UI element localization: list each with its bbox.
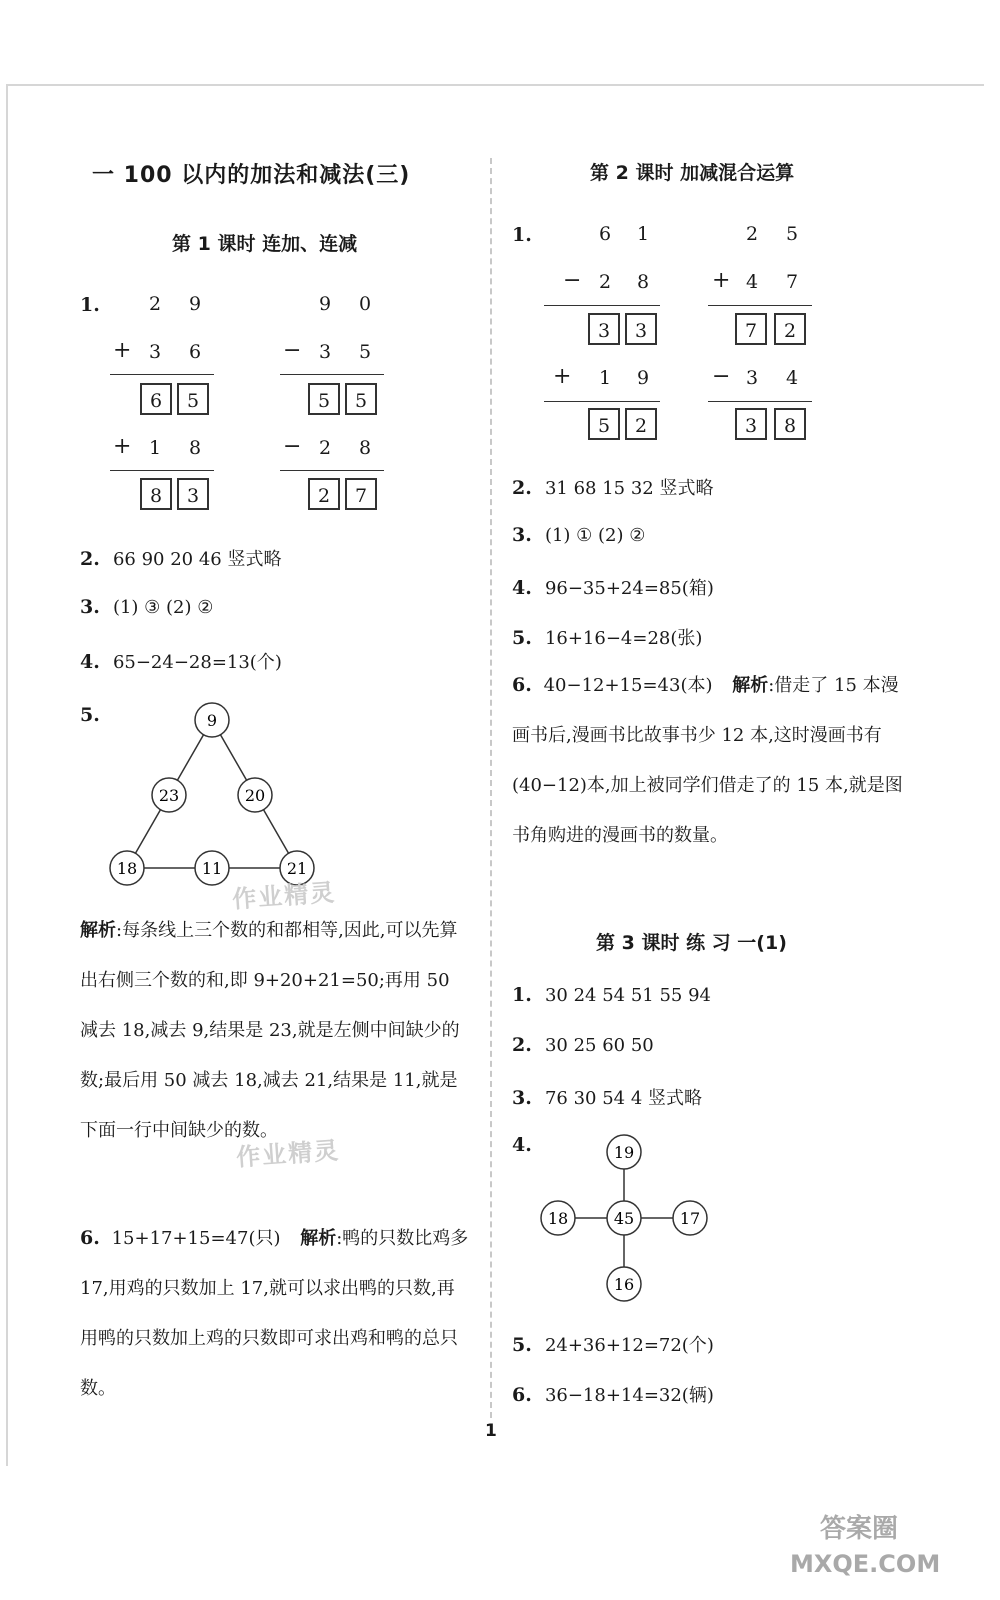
question-number: 3. bbox=[512, 524, 532, 546]
calc-line bbox=[708, 305, 812, 306]
svg-text:20: 20 bbox=[244, 786, 266, 805]
calc-line bbox=[708, 401, 812, 402]
answer-box: 3 bbox=[735, 408, 767, 440]
question-number: 3. bbox=[512, 1087, 532, 1109]
calc-line bbox=[544, 305, 660, 306]
node-bottom-mid bbox=[195, 851, 229, 885]
answer-box: 7 bbox=[735, 313, 767, 345]
answer-box: 3 bbox=[625, 313, 657, 345]
answer-paragraph-q6 bbox=[80, 1213, 472, 1414]
answer-line-q3 bbox=[80, 596, 213, 618]
digit: 8 bbox=[188, 437, 202, 459]
plus-sign: + bbox=[553, 364, 572, 389]
watermark: 作业精灵 bbox=[231, 877, 338, 914]
answer-text: 76 30 54 4 竖式略 bbox=[544, 1088, 702, 1109]
answer-text: 30 25 60 50 bbox=[544, 1035, 654, 1056]
node-left-mid bbox=[152, 778, 186, 812]
answer-box: 5 bbox=[177, 383, 209, 415]
svg-text:45: 45 bbox=[613, 1209, 635, 1228]
node-right bbox=[673, 1201, 707, 1235]
digit: 9 bbox=[188, 293, 202, 315]
answer-line-q3-right bbox=[512, 524, 645, 546]
answer-box: 5 bbox=[588, 408, 620, 440]
digit: 4 bbox=[785, 367, 799, 389]
digit: 3 bbox=[318, 341, 332, 363]
svg-text:21: 21 bbox=[286, 859, 308, 878]
digit: 2 bbox=[318, 437, 332, 459]
answer-box: 2 bbox=[774, 313, 806, 345]
minus-sign: − bbox=[563, 268, 582, 293]
digit: 3 bbox=[148, 341, 162, 363]
digit: 6 bbox=[598, 223, 612, 245]
answer-line-p2 bbox=[512, 1034, 654, 1056]
question-number: 2. bbox=[512, 477, 532, 499]
answer-text: (1) ① (2) ② bbox=[544, 525, 646, 546]
calc-line bbox=[280, 470, 384, 471]
minus-sign: − bbox=[712, 364, 731, 389]
triangle-diagram bbox=[100, 700, 330, 890]
digit: 1 bbox=[598, 367, 612, 389]
svg-text:18: 18 bbox=[116, 859, 138, 878]
minus-sign: − bbox=[283, 338, 302, 363]
lesson2-title: 第 2 课时 加减混合运算 bbox=[590, 162, 795, 184]
answer-text: 16+16−4=28(张) bbox=[544, 628, 703, 649]
node-top bbox=[195, 703, 229, 737]
svg-text:17: 17 bbox=[679, 1209, 701, 1228]
answer-box: 5 bbox=[308, 383, 340, 415]
plus-sign: + bbox=[113, 434, 132, 459]
footer-watermark-logo: 答案圈 bbox=[820, 1514, 899, 1544]
node-center bbox=[607, 1201, 641, 1235]
node-bottom-left bbox=[110, 851, 144, 885]
answer-line-q2-right bbox=[512, 474, 713, 500]
digit: 1 bbox=[148, 437, 162, 459]
svg-text:16: 16 bbox=[613, 1275, 635, 1294]
digit: 4 bbox=[745, 271, 759, 293]
lesson1-title: 第 1 课时 连加、连减 bbox=[172, 233, 358, 255]
svg-text:18: 18 bbox=[547, 1209, 569, 1228]
analysis-label: 解析 bbox=[300, 1228, 337, 1249]
answer-box: 3 bbox=[588, 313, 620, 345]
question-number: 4. bbox=[512, 577, 532, 599]
question-number: 4. bbox=[80, 651, 100, 673]
answer-box: 8 bbox=[140, 478, 172, 510]
analysis-paragraph-q5 bbox=[80, 906, 472, 1156]
answer-line-p1 bbox=[512, 984, 711, 1006]
analysis-text: :鸭的只数比鸡多 17,用鸡的只数加上 17,就可以求出鸭的只数,再用鸭的只数加上鸡的只数即可求出鸡和鸭的总只数。 bbox=[80, 1228, 469, 1399]
digit: 0 bbox=[358, 293, 372, 315]
lesson3-title: 第 3 课时 练 习 一(1) bbox=[596, 932, 787, 954]
digit: 9 bbox=[318, 293, 332, 315]
svg-text:19: 19 bbox=[613, 1143, 635, 1162]
answer-line-q4-right bbox=[512, 574, 714, 600]
analysis-text: :每条线上三个数的和都相等,因此,可以先算出右侧三个数的和,即 9+20+21=50;再用 50 减去 18,减去 9,结果是 23,就是左侧中间缺少的数;最后用 50 减去 18,减去 21,结果是 11,就是下面一行中间缺少的数。 bbox=[80, 920, 460, 1141]
question-number: 6. bbox=[512, 674, 532, 696]
minus-sign: − bbox=[283, 434, 302, 459]
question-number: 1. bbox=[80, 294, 100, 316]
answer-text: 30 24 54 51 55 94 bbox=[544, 985, 711, 1006]
answer-text: 66 90 20 46 竖式略 bbox=[112, 549, 282, 570]
calc-line bbox=[110, 374, 214, 375]
cross-diagram bbox=[530, 1128, 720, 1308]
calc-line bbox=[280, 374, 384, 375]
digit: 2 bbox=[745, 223, 759, 245]
answer-text: 31 68 15 32 竖式略 bbox=[544, 478, 714, 499]
svg-text:9: 9 bbox=[206, 711, 218, 730]
question-number: 1. bbox=[512, 224, 532, 246]
question-number: 6. bbox=[512, 1384, 532, 1406]
answer-box: 7 bbox=[345, 478, 377, 510]
question-number: 5. bbox=[512, 1334, 532, 1356]
question-number: 1. bbox=[512, 984, 532, 1006]
question-number: 5. bbox=[80, 704, 100, 726]
answer-box: 2 bbox=[308, 478, 340, 510]
digit: 7 bbox=[785, 271, 799, 293]
node-left bbox=[541, 1201, 575, 1235]
answer-text: 96−35+24=85(箱) bbox=[544, 578, 714, 599]
page-number: 1 bbox=[485, 1421, 497, 1441]
digit: 8 bbox=[358, 437, 372, 459]
answer-box: 5 bbox=[345, 383, 377, 415]
digit: 8 bbox=[636, 271, 650, 293]
answer-box: 8 bbox=[774, 408, 806, 440]
node-bottom bbox=[607, 1267, 641, 1301]
digit: 2 bbox=[598, 271, 612, 293]
plus-sign: + bbox=[712, 268, 731, 293]
svg-text:23: 23 bbox=[158, 786, 180, 805]
answer-text: 40−12+15=43(本) bbox=[543, 675, 713, 696]
footer-watermark-url: MXQE.COM bbox=[790, 1550, 941, 1578]
question-number: 2. bbox=[512, 1034, 532, 1056]
digit: 6 bbox=[188, 341, 202, 363]
digit: 5 bbox=[785, 223, 799, 245]
digit: 9 bbox=[636, 367, 650, 389]
column-divider bbox=[490, 158, 492, 1418]
answer-paragraph-q6-right bbox=[512, 660, 908, 861]
answer-text: 36−18+14=32(辆) bbox=[544, 1385, 714, 1406]
question-number: 5. bbox=[512, 627, 532, 649]
svg-text:11: 11 bbox=[201, 859, 223, 878]
node-right-mid bbox=[238, 778, 272, 812]
answer-line-q5-right bbox=[512, 624, 702, 650]
question-number: 3. bbox=[80, 596, 100, 618]
digit: 3 bbox=[745, 367, 759, 389]
digit: 2 bbox=[148, 293, 162, 315]
plus-sign: + bbox=[113, 338, 132, 363]
answer-text: 15+17+15=47(只) bbox=[111, 1228, 281, 1249]
answer-line-p3 bbox=[512, 1084, 702, 1110]
answer-line-p5 bbox=[512, 1331, 714, 1357]
calc-line bbox=[110, 470, 214, 471]
analysis-label: 解析 bbox=[80, 920, 116, 941]
answer-text: (1) ③ (2) ② bbox=[112, 597, 214, 618]
question-number: 4. bbox=[512, 1134, 532, 1156]
question-number: 6. bbox=[80, 1227, 100, 1249]
answer-line-q2 bbox=[80, 545, 281, 571]
question-number: 2. bbox=[80, 548, 100, 570]
answer-line-q4 bbox=[80, 648, 282, 674]
node-top bbox=[607, 1135, 641, 1169]
answer-line-p6 bbox=[512, 1381, 714, 1407]
answer-box: 2 bbox=[625, 408, 657, 440]
calc-line bbox=[544, 401, 660, 402]
answer-box: 3 bbox=[177, 478, 209, 510]
analysis-text: :借走了 15 本漫画书后,漫画书比故事书少 12 本,这时漫画书有(40−12)本,加上被同学们借走了的 15 本,就是图书角购进的漫画书的数量。 bbox=[512, 675, 903, 846]
answer-text: 65−24−28=13(个) bbox=[112, 652, 282, 673]
analysis-label: 解析 bbox=[732, 675, 769, 696]
answer-box: 6 bbox=[140, 383, 172, 415]
digit: 1 bbox=[636, 223, 650, 245]
digit: 5 bbox=[358, 341, 372, 363]
answer-text: 24+36+12=72(个) bbox=[544, 1335, 714, 1356]
chapter-title: 一 100 以内的加法和减法(三) bbox=[92, 163, 411, 188]
watermark: 作业精灵 bbox=[235, 1135, 342, 1172]
